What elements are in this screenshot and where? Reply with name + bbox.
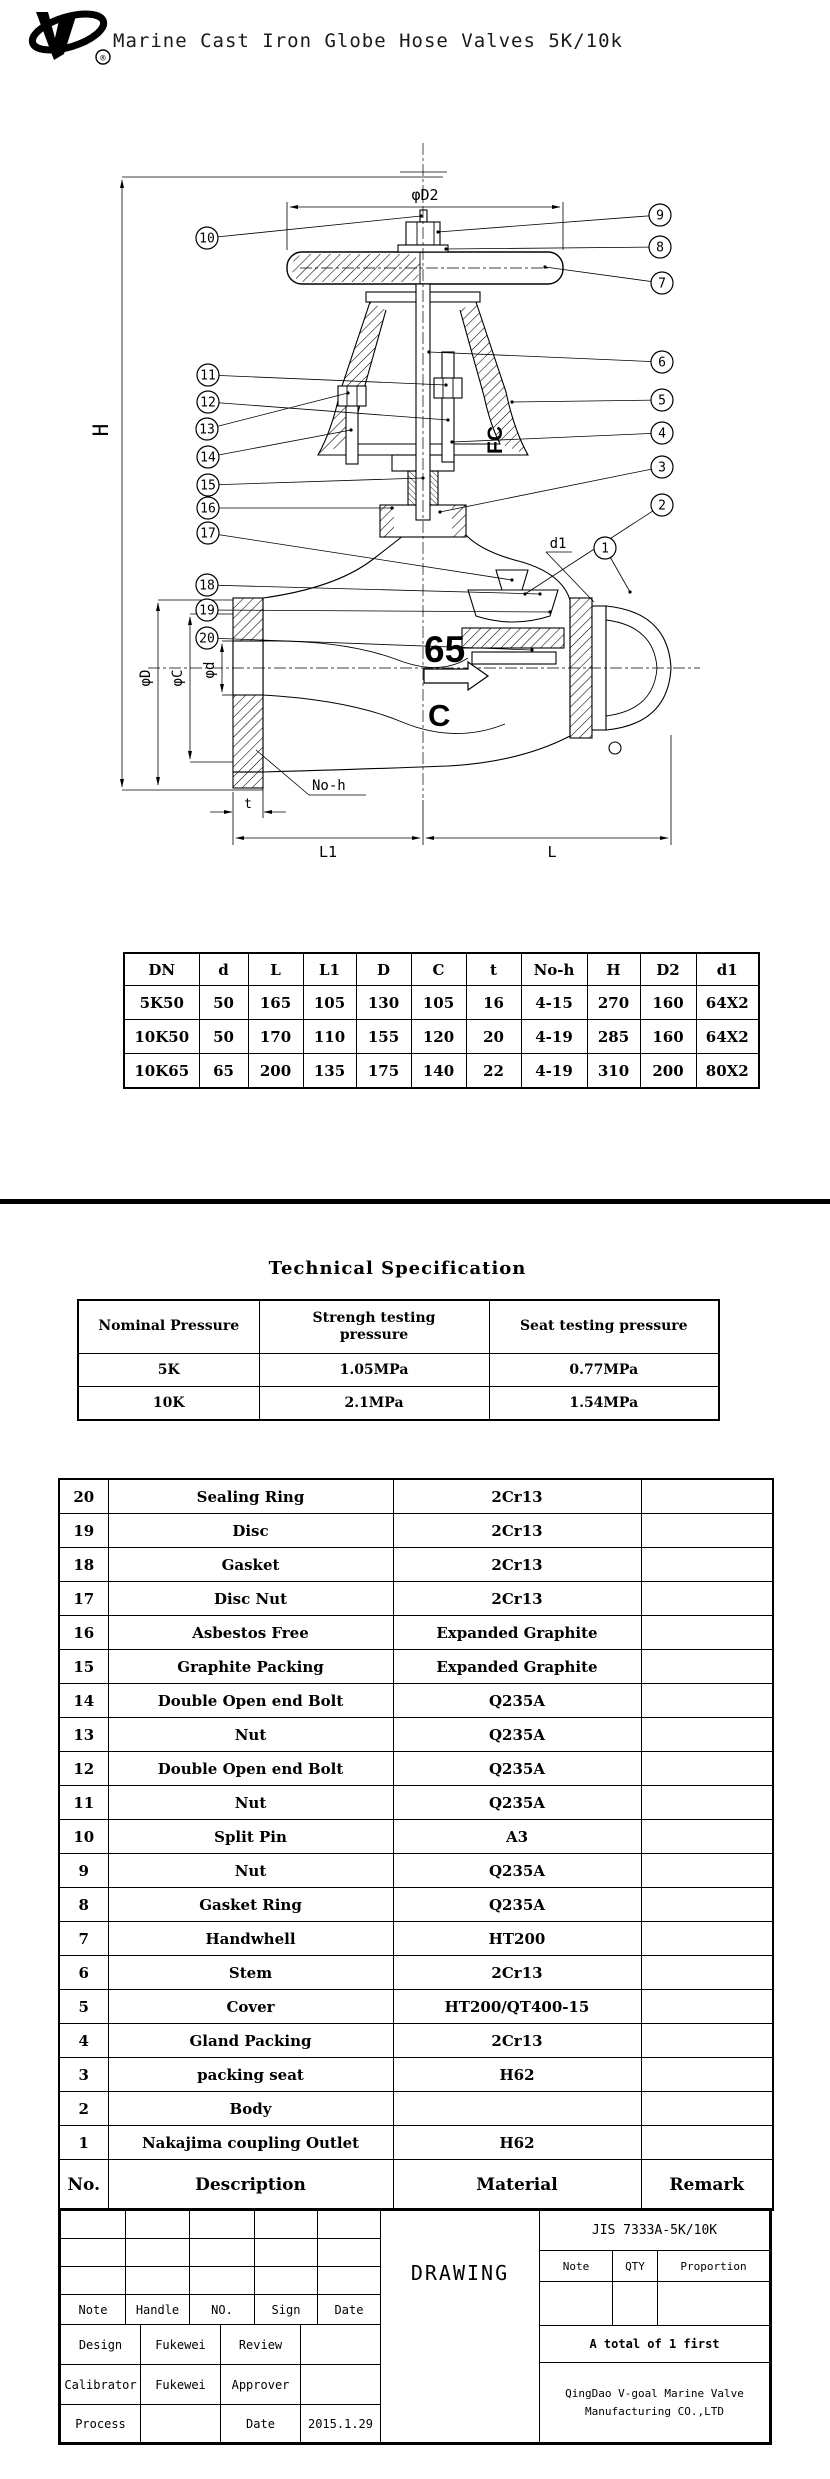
table-row: 7 Handwhell HT200 (59, 1922, 773, 1956)
dim-L: L (547, 843, 557, 861)
table-row: 8 Gasket Ring Q235A (59, 1888, 773, 1922)
dim-d1: d1 (549, 536, 567, 552)
calibrator-name: Fukewei (140, 2364, 221, 2405)
rev-col-date: Date (317, 2294, 381, 2325)
review-label: Review (220, 2324, 301, 2365)
drawing-label: DRAWING (380, 2210, 540, 2443)
qty-col-qty: QTY (612, 2250, 658, 2282)
table-row: 12 Double Open end Bolt Q235A (59, 1752, 773, 1786)
table-row: 10 Split Pin A3 (59, 1820, 773, 1854)
table-row: 16 Asbestos Free Expanded Graphite (59, 1616, 773, 1650)
calibrator-label: Calibrator (60, 2364, 141, 2405)
callout-7 (651, 272, 673, 294)
svg-text:4: 4 (658, 426, 666, 442)
callout-15 (197, 474, 219, 496)
date-label: Date (220, 2404, 301, 2443)
table-row: 13 Nut Q235A (59, 1718, 773, 1752)
dim-L1: L1 (318, 843, 338, 861)
svg-text:15: 15 (200, 478, 216, 494)
gland-bolt-right (442, 352, 454, 462)
page-title: Marine Cast Iron Globe Hose Valves 5K/10k (113, 30, 623, 52)
svg-text:3: 3 (658, 460, 666, 476)
callout-2 (651, 494, 673, 516)
table-row: 4 Gland Packing 2Cr13 (59, 2024, 773, 2058)
design-label: Design (60, 2324, 141, 2365)
callout-14 (197, 446, 219, 468)
spec-title: Technical Specification (268, 1258, 527, 1279)
registered-mark: ® (100, 54, 106, 64)
callout-13 (196, 418, 218, 440)
review-value (300, 2324, 381, 2365)
dim-t: t (244, 797, 252, 812)
callout-20 (196, 627, 218, 649)
table-row: 17 Disc Nut 2Cr13 (59, 1582, 773, 1616)
svg-text:8: 8 (656, 240, 664, 256)
approver-label: Approver (220, 2364, 301, 2405)
table-row: 14 Double Open end Bolt Q235A (59, 1684, 773, 1718)
svg-text:9: 9 (656, 208, 664, 224)
dimension-table (123, 952, 760, 1089)
svg-text:16: 16 (200, 501, 216, 517)
callout-12 (197, 391, 219, 413)
rev-col-sign: Sign (254, 2294, 318, 2325)
page-divider (0, 1199, 830, 1204)
mark-65: 65 (424, 629, 466, 670)
table-row: 5 Cover HT200/QT400-15 (59, 1990, 773, 2024)
svg-text:2: 2 (658, 498, 666, 514)
dim-No-h: No-h (312, 778, 346, 794)
seat-part (462, 628, 564, 648)
qty-col-note: Note (539, 2250, 613, 2282)
parts-table-header: No. Description Material Remark (59, 2160, 773, 2211)
table-row: 19 Disc 2Cr13 (59, 1514, 773, 1548)
table-row: 18 Gasket 2Cr13 (59, 1548, 773, 1582)
callout-3 (651, 456, 673, 478)
table-row: 1 Nakajima coupling Outlet H62 (59, 2126, 773, 2160)
svg-text:14: 14 (200, 450, 216, 466)
qty-col-proportion: Proportion (657, 2250, 770, 2282)
sealing-ring-part (472, 652, 556, 664)
parts-table (58, 1478, 774, 2211)
callout-16 (197, 497, 219, 519)
standard-number: JIS 7333A-5K/10K (539, 2210, 770, 2251)
callout-1 (594, 537, 616, 559)
dimension-table-header: DN d L L1 D C t No-h H D2 d1 (124, 953, 759, 986)
table-row: 5K50 50 165 105 130 105 16 4-15 270 160 64X2 (124, 986, 759, 1020)
spec-table-header: Nominal Pressure Strengh testing pressure Seat testing pressure (78, 1300, 719, 1354)
table-row: 10K 2.1MPa 1.54MPa (78, 1387, 719, 1421)
table-row: 2 Body (59, 2092, 773, 2126)
svg-text:7: 7 (658, 276, 666, 292)
table-row: 15 Graphite Packing Expanded Graphite (59, 1650, 773, 1684)
table-row: 5K 1.05MPa 0.77MPa (78, 1354, 719, 1387)
svg-text:11: 11 (200, 368, 216, 384)
svg-text:19: 19 (199, 603, 215, 619)
svg-text:13: 13 (199, 422, 215, 438)
dim-D2: φD2 (411, 186, 439, 204)
spec-table (77, 1299, 720, 1421)
table-row: 11 Nut Q235A (59, 1786, 773, 1820)
callout-5 (651, 389, 673, 411)
dim-H: H (89, 423, 113, 437)
svg-text:17: 17 (200, 526, 216, 542)
callout-8 (649, 236, 671, 258)
callout-9 (649, 204, 671, 226)
approver-value (300, 2364, 381, 2405)
disc-part (468, 590, 558, 622)
title-block (58, 2208, 772, 2445)
callout-4 (651, 422, 673, 444)
process-label: Process (60, 2404, 141, 2443)
dim-phid: φd (202, 661, 218, 679)
svg-text:12: 12 (200, 395, 216, 411)
callout-17 (197, 522, 219, 544)
callout-10 (196, 227, 218, 249)
callout-11 (197, 364, 219, 386)
dim-phiD: φD (138, 669, 154, 687)
svg-text:20: 20 (199, 631, 215, 647)
table-row: 9 Nut Q235A (59, 1854, 773, 1888)
date-value: 2015.1.29 (300, 2404, 381, 2443)
chain-lug (609, 742, 621, 754)
mark-FC: FC (484, 426, 507, 454)
rev-col-handle: Handle (125, 2294, 190, 2325)
svg-text:10: 10 (199, 231, 215, 247)
table-row: 20 Sealing Ring 2Cr13 (59, 1479, 773, 1514)
design-name: Fukewei (140, 2324, 221, 2365)
mark-C: C (428, 698, 451, 733)
callout-6 (651, 351, 673, 373)
svg-text:5: 5 (658, 393, 666, 409)
table-row: 6 Stem 2Cr13 (59, 1956, 773, 1990)
brand-logo (24, 4, 114, 68)
sheet-total: A total of 1 first (539, 2325, 770, 2363)
svg-text:18: 18 (199, 578, 215, 594)
table-row: 10K50 50 170 110 155 120 20 4-19 285 160 64X2 (124, 1020, 759, 1054)
rev-col-note: Note (60, 2294, 126, 2325)
svg-text:6: 6 (658, 355, 666, 371)
table-row: 3 packing seat H62 (59, 2058, 773, 2092)
process-name (140, 2404, 221, 2443)
dim-phiC: φC (170, 669, 186, 687)
callout-19 (196, 599, 218, 621)
rev-col-no: NO. (189, 2294, 255, 2325)
valve-section-drawing (0, 90, 830, 890)
callout-18 (196, 574, 218, 596)
svg-text:1: 1 (601, 541, 609, 557)
company-name: QingDao V-goal Marine Valve Manufacturing CO.,LTD (539, 2362, 770, 2443)
table-row: 10K65 65 200 135 175 140 22 4-19 310 200 80X2 (124, 1054, 759, 1089)
